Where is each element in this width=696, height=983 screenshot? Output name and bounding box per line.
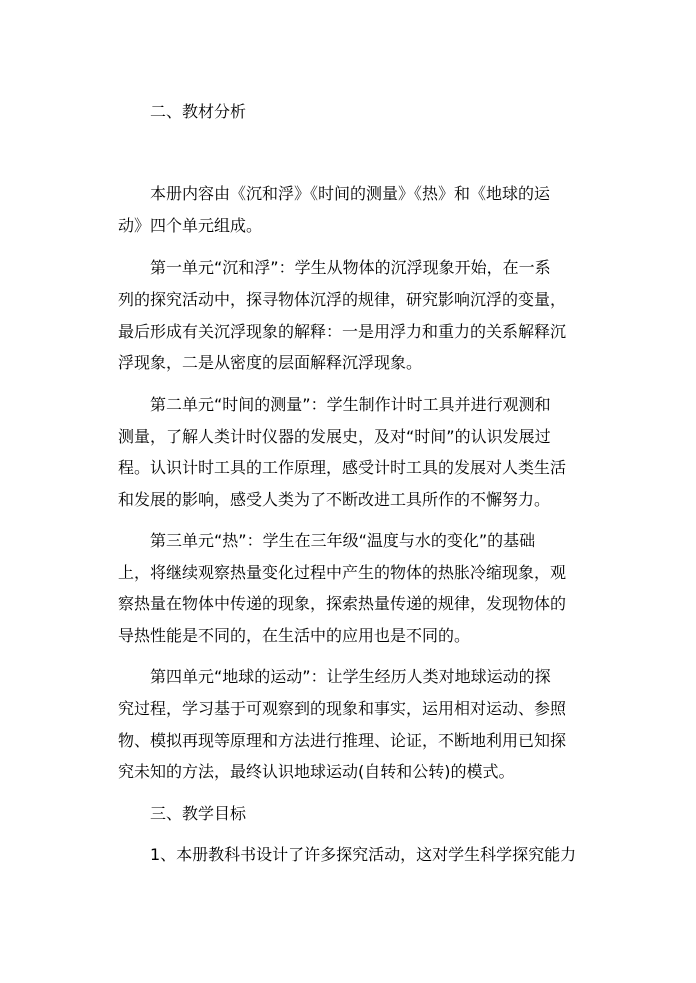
unit3-line-4: 导热性能是不同的，在生活中的应用也是不同的。 xyxy=(118,626,471,645)
unit4-line-2: 究过程，学习基于可观察到的现象和事实，运用相对运动、参照 xyxy=(118,699,567,718)
unit4-line-1: 第四单元“地球的运动”：让学生经历人类对地球运动的探 xyxy=(150,667,551,686)
unit2-line-3: 程。认识计时工具的工作原理，感受计时工具的发展对人类生活 xyxy=(118,458,567,477)
unit1-line-3: 最后形成有关沉浮现象的解释：一是用浮力和重力的关系解释沉 xyxy=(118,322,567,341)
unit2-line-2: 测量，了解人类计时仪器的发展史，及对“时间”的认识发展过 xyxy=(118,427,551,446)
unit3-line-3: 察热量在物体中传递的现象，探索热量传递的规律，发现物体的 xyxy=(118,594,567,613)
goal1-line-1: 1、本册教科书设计了许多探究活动，这对学生科学探究能力 xyxy=(150,845,577,864)
unit3-line-2: 上，将继续观察热量变化过程中产生的物体的热胀冷缩现象，观 xyxy=(118,563,567,582)
intro-line-1: 本册内容由《沉和浮》《时间的测量》《热》和《地球的运 xyxy=(150,184,551,203)
intro-line-2: 动》四个单元组成。 xyxy=(118,216,263,235)
unit1-line-4: 浮现象，二是从密度的层面解释沉浮现象。 xyxy=(118,353,423,372)
unit4-line-3: 物、模拟再现等原理和方法进行推理、论证，不断地利用已知探 xyxy=(118,731,567,750)
unit2-line-1: 第二单元“时间的测量”：学生制作计时工具并进行观测和 xyxy=(150,395,551,414)
unit1-line-1: 第一单元“沉和浮”：学生从物体的沉浮现象开始，在一系 xyxy=(150,258,551,277)
section-heading-materials: 二、教材分析 xyxy=(150,102,247,121)
unit2-line-4: 和发展的影响，感受人类为了不断改进工具所作的不懈努力。 xyxy=(118,490,551,509)
unit4-line-4: 究未知的方法，最终认识地球运动(自转和公转)的模式。 xyxy=(118,762,515,781)
unit3-line-1: 第三单元“热”：学生在三年级“温度与水的变化”的基础 xyxy=(150,531,536,550)
unit1-line-2: 列的探究活动中，探寻物体沉浮的规律，研究影响沉浮的变量， xyxy=(118,290,567,309)
section-heading-goals: 三、教学目标 xyxy=(150,804,247,823)
